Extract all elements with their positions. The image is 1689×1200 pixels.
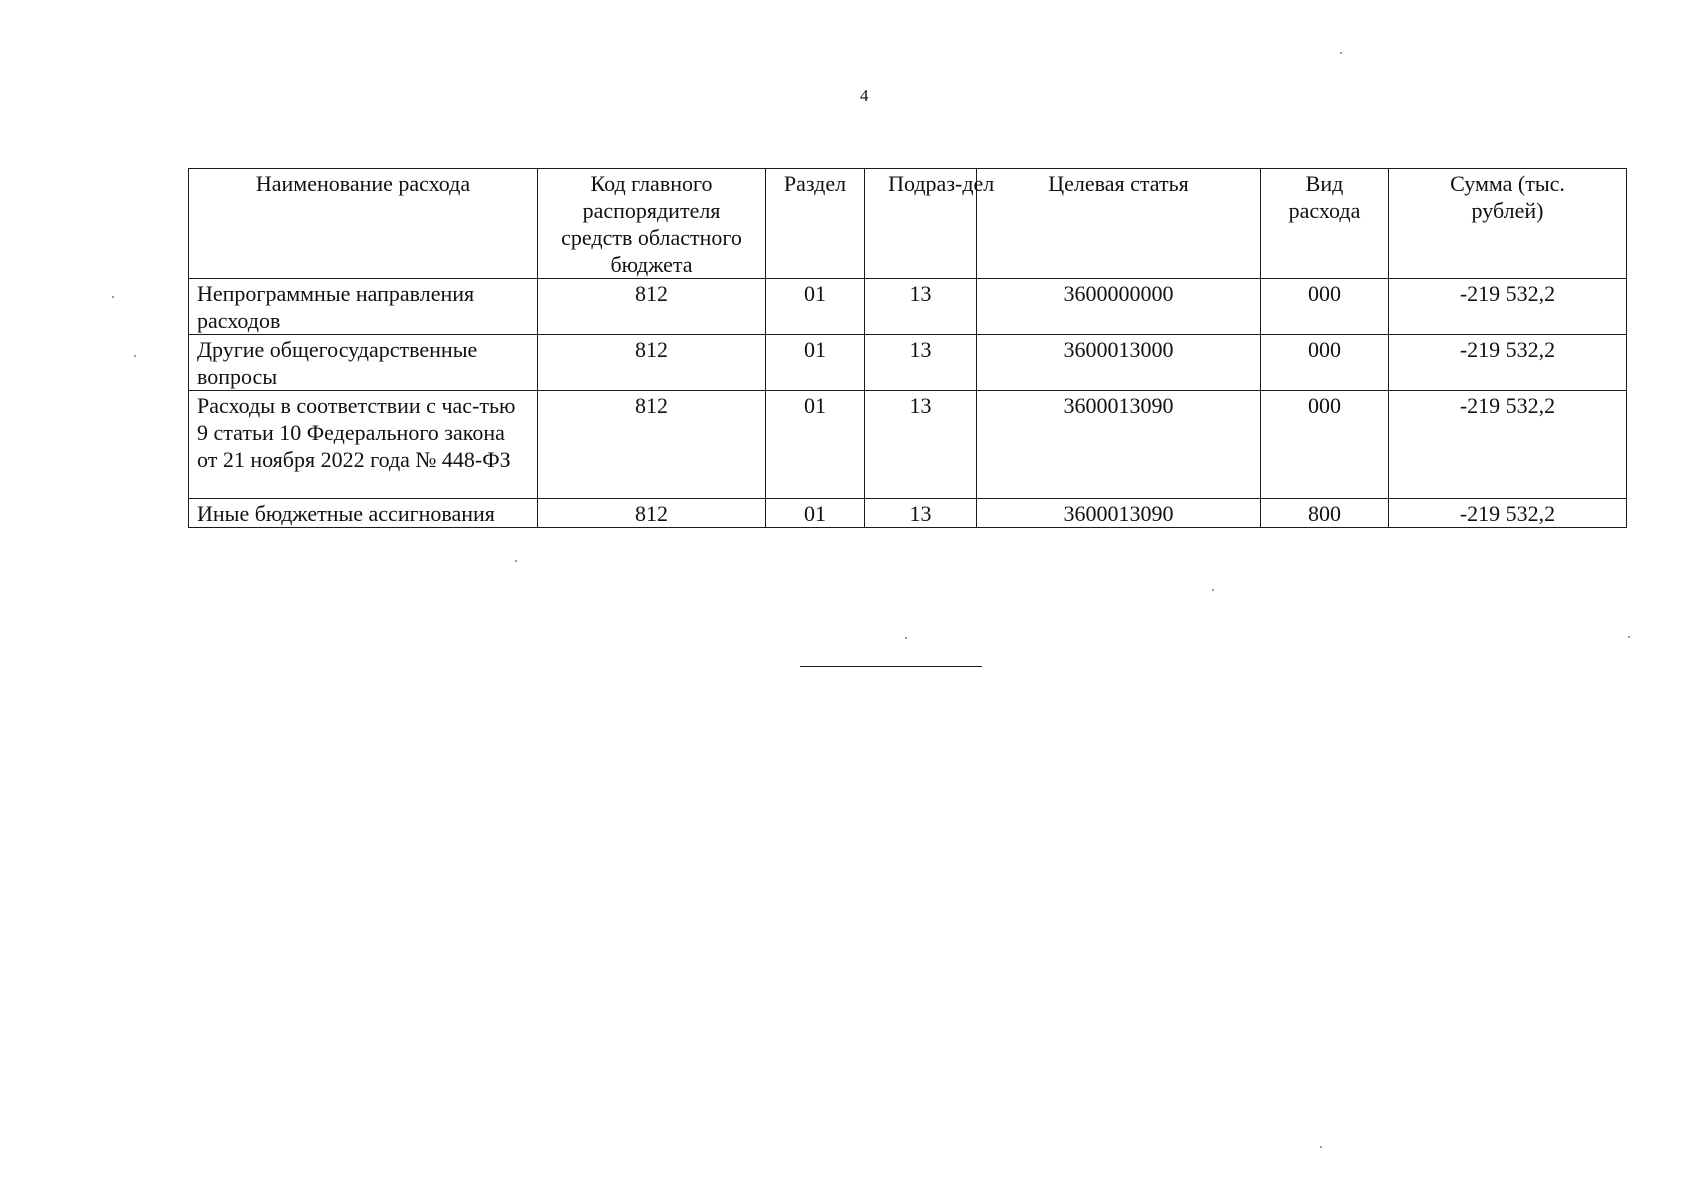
header-sum-text: Сумма (тыс. рублей): [1450, 171, 1565, 223]
scan-speck: [515, 560, 517, 562]
table-row: [189, 391, 1627, 499]
cell-main-administrator-code: 812: [538, 391, 766, 499]
scan-speck: [1212, 589, 1214, 591]
table-body: [189, 279, 1627, 528]
cell-sum: -219 532,2: [1389, 335, 1627, 391]
expense-table: [188, 168, 1627, 528]
cell-main-administrator-code: 812: [538, 499, 766, 528]
cell-subsection: 13: [865, 335, 977, 391]
scan-speck: [112, 296, 114, 298]
cell-section: 01: [766, 279, 865, 335]
cell-expense-type: 000: [1261, 279, 1389, 335]
cell-expense-name: Другие общегосударственные вопросы: [189, 335, 538, 391]
scan-speck: [1628, 636, 1630, 638]
header-sum: [1389, 169, 1627, 279]
cell-expense-type: 000: [1261, 335, 1389, 391]
header-target-article: [977, 169, 1261, 279]
header-main-administrator-code: [538, 169, 766, 279]
scan-speck: [1320, 1146, 1322, 1148]
cell-main-administrator-code: 812: [538, 279, 766, 335]
cell-section: 01: [766, 391, 865, 499]
scan-speck: [1340, 52, 1342, 54]
cell-target-article: 3600013000: [977, 335, 1261, 391]
end-of-document-line: [800, 666, 982, 667]
cell-sum: -219 532,2: [1389, 279, 1627, 335]
header-section: [766, 169, 865, 279]
header-section-text: Раздел: [783, 171, 847, 196]
cell-target-article: 3600000000: [977, 279, 1261, 335]
header-target-article-text: Целевая статья: [1048, 171, 1189, 196]
header-subsection: [865, 169, 995, 279]
cell-expense-name: Иные бюджетные ассигнования: [189, 499, 538, 528]
table-row: [189, 335, 1627, 391]
cell-subsection: 13: [865, 499, 977, 528]
cell-target-article: 3600013090: [977, 499, 1261, 528]
cell-expense-name: Расходы в соответствии с час-тью 9 статьи 10 Федерального закона от 21 ноября 2022 года № 448-ФЗ: [189, 391, 538, 499]
cell-subsection: 13: [865, 391, 977, 499]
header-row: [189, 169, 1627, 279]
scan-speck: [134, 355, 136, 357]
cell-target-article: 3600013090: [977, 391, 1261, 499]
cell-section: 01: [766, 499, 865, 528]
table-row: [189, 279, 1627, 335]
cell-expense-type: 000: [1261, 391, 1389, 499]
header-main-administrator-code-text: Код главного распорядителя средств областного бюджета: [561, 171, 742, 277]
page-number: 4: [860, 86, 869, 105]
table-header: [189, 169, 1627, 279]
cell-expense-type: 800: [1261, 499, 1389, 528]
header-expense-type: [1261, 169, 1389, 279]
cell-expense-name: Непрограммные направления расходов: [189, 279, 538, 335]
cell-main-administrator-code: 812: [538, 335, 766, 391]
header-expense-type-text: Вид расхода: [1288, 171, 1361, 223]
cell-subsection: 13: [865, 279, 977, 335]
table-row: [189, 499, 1627, 528]
cell-sum: -219 532,2: [1389, 499, 1627, 528]
header-expense-name: [189, 169, 538, 279]
scan-speck: [905, 637, 907, 639]
cell-section: 01: [766, 335, 865, 391]
header-subsection-text: Подраз-дел: [888, 171, 995, 196]
header-expense-name-text: Наименование расхода: [255, 171, 471, 196]
cell-sum: -219 532,2: [1389, 391, 1627, 499]
